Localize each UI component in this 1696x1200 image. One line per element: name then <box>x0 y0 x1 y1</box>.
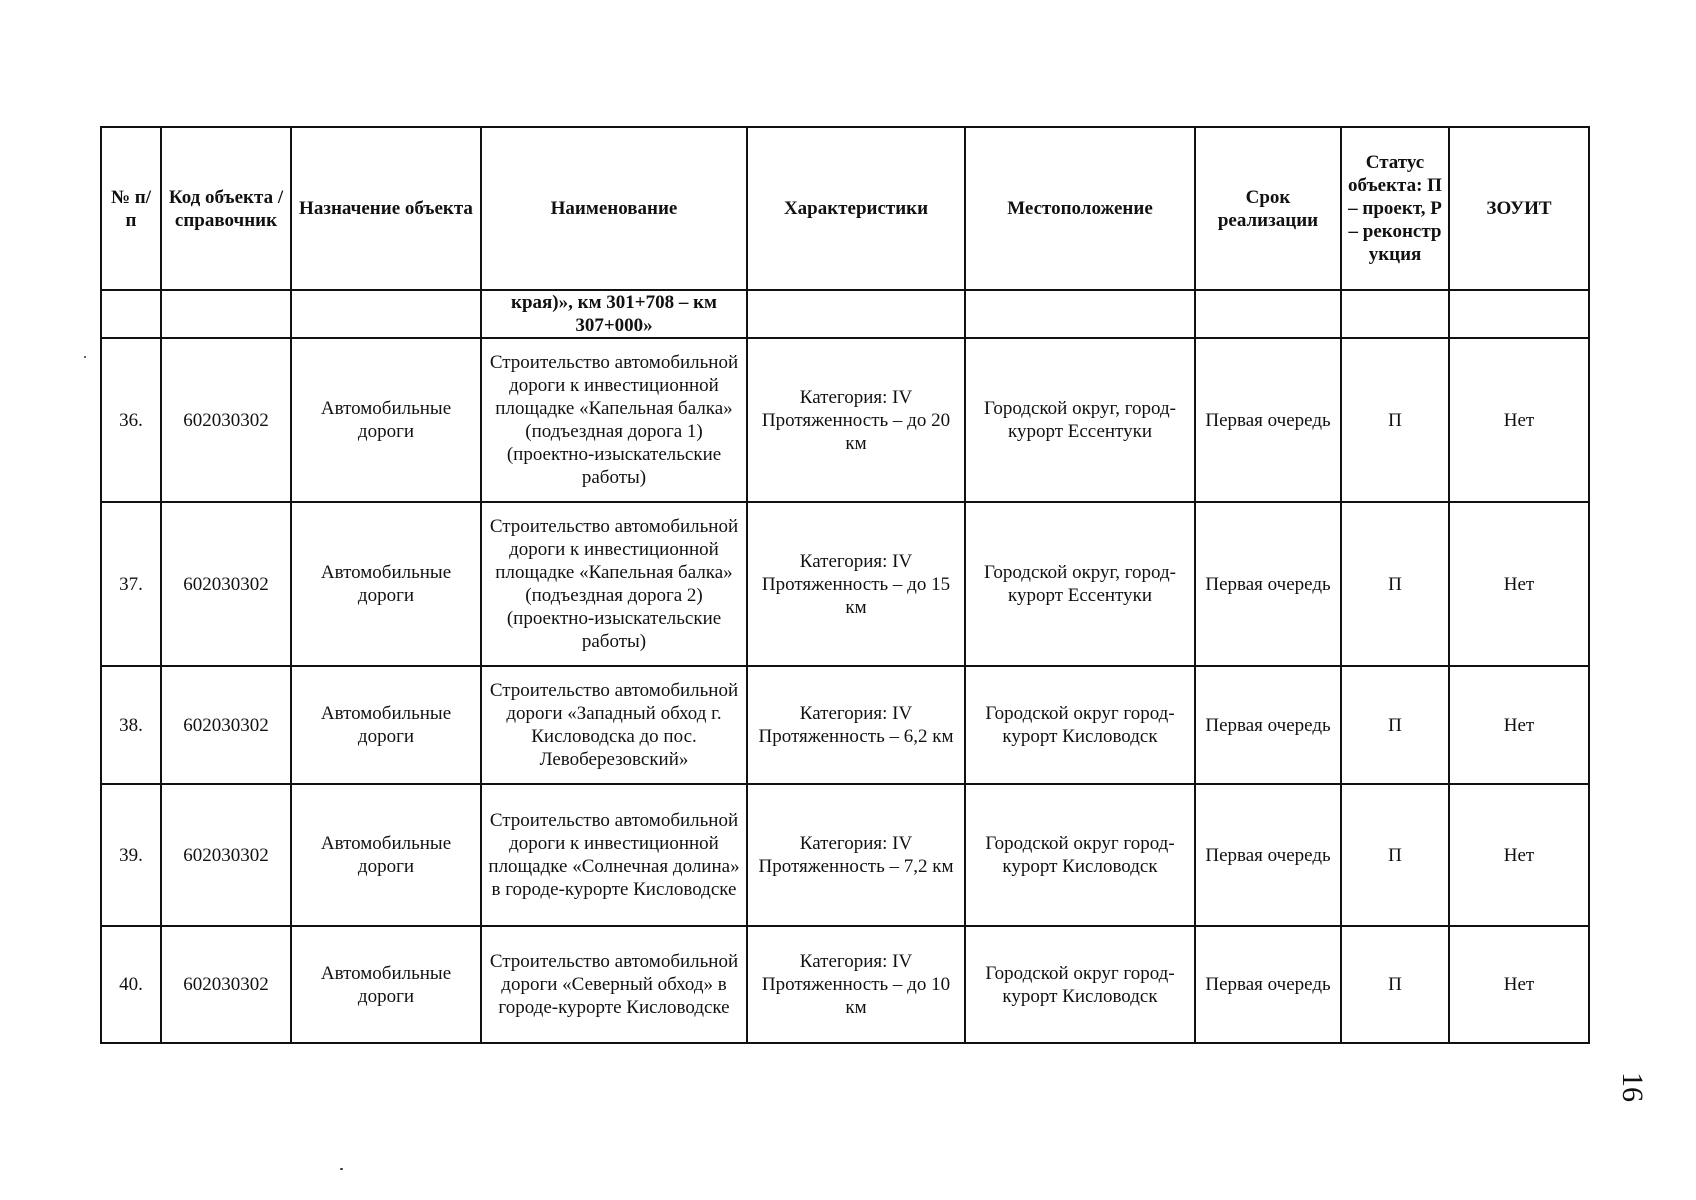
row-purpose: Автомобильные дороги <box>291 926 481 1043</box>
row-characteristics: Категория: IV Протяженность – 6,2 км <box>747 666 965 784</box>
table-row <box>101 338 1589 502</box>
row-characteristics: Категория: IV Протяженность – 7,2 км <box>747 784 965 926</box>
row-name: Строительство автомобильной дороги к инвестиционной площадке «Капельная балка» (подъездная дорога 1) (проектно-изыскательские работы) <box>481 338 747 502</box>
row-zouit: Нет <box>1449 502 1589 666</box>
row-purpose: Автомобильные дороги <box>291 338 481 502</box>
row-purpose: Автомобильные дороги <box>291 784 481 926</box>
header-row <box>101 127 1589 290</box>
page-number: 16 <box>1616 1072 1649 1102</box>
row-zouit: Нет <box>1449 784 1589 926</box>
row-characteristics: Категория: IV Протяженность – до 15 км <box>747 502 965 666</box>
row-location: Городской округ, город-курорт Ессентуки <box>965 338 1195 502</box>
row-code: 602030302 <box>161 784 291 926</box>
row-status: П <box>1341 338 1449 502</box>
row-num: 39. <box>101 784 161 926</box>
header-location: Местоположение <box>965 127 1195 290</box>
continuation-row <box>101 290 1589 338</box>
objects-table <box>100 126 1590 1044</box>
row-zouit: Нет <box>1449 666 1589 784</box>
row-name: Строительство автомобильной дороги «Западный обход г. Кисловодска до пос. Левоберезовский» <box>481 666 747 784</box>
table-cell <box>1195 290 1341 338</box>
table-cell <box>101 290 161 338</box>
header-status: Статус объекта: П – проект, Р – реконстр укция <box>1341 127 1449 290</box>
row-name: Строительство автомобильной дороги к инвестиционной площадке «Капельная балка» (подъездная дорога 2) (проектно-изыскательские работы) <box>481 502 747 666</box>
row-code: 602030302 <box>161 502 291 666</box>
row-term: Первая очередь <box>1195 784 1341 926</box>
row-term: Первая очередь <box>1195 666 1341 784</box>
table-cell <box>965 290 1195 338</box>
header-zouit: ЗОУИТ <box>1449 127 1589 290</box>
row-name: Строительство автомобильной дороги к инвестиционной площадке «Солнечная долина» в городе-курорте Кисловодске <box>481 784 747 926</box>
header-code: Код объекта / справочник <box>161 127 291 290</box>
table-cell <box>747 290 965 338</box>
row-term: Первая очередь <box>1195 926 1341 1043</box>
table-cell <box>1341 290 1449 338</box>
row-code: 602030302 <box>161 338 291 502</box>
row-location: Городской округ город-курорт Кисловодск <box>965 784 1195 926</box>
table-row <box>101 784 1589 926</box>
table-row <box>101 666 1589 784</box>
row-num: 36. <box>101 338 161 502</box>
table-cell <box>1449 290 1589 338</box>
table-cell <box>161 290 291 338</box>
row-num: 38. <box>101 666 161 784</box>
header-purpose: Назначение объекта <box>291 127 481 290</box>
row-location: Городской округ город-курорт Кисловодск <box>965 666 1195 784</box>
row-zouit: Нет <box>1449 338 1589 502</box>
row-purpose: Автомобильные дороги <box>291 666 481 784</box>
row-status: П <box>1341 784 1449 926</box>
row-term: Первая очередь <box>1195 502 1341 666</box>
scan-speck <box>84 356 86 358</box>
row-status: П <box>1341 502 1449 666</box>
table-row <box>101 926 1589 1043</box>
row-term: Первая очередь <box>1195 338 1341 502</box>
table-cell <box>291 290 481 338</box>
row-num: 40. <box>101 926 161 1043</box>
header-term: Срок реализации <box>1195 127 1341 290</box>
row-location: Городской округ город-курорт Кисловодск <box>965 926 1195 1043</box>
row-name: Строительство автомобильной дороги «Северный обход» в городе-курорте Кисловодске <box>481 926 747 1043</box>
header-num: № п/п <box>101 127 161 290</box>
row-code: 602030302 <box>161 926 291 1043</box>
row-code: 602030302 <box>161 666 291 784</box>
row-zouit: Нет <box>1449 926 1589 1043</box>
row-location: Городской округ, город-курорт Ессентуки <box>965 502 1195 666</box>
table-row <box>101 502 1589 666</box>
continuation-name-cell: края)», км 301+708 – км 307+000» <box>481 290 747 338</box>
row-status: П <box>1341 926 1449 1043</box>
row-status: П <box>1341 666 1449 784</box>
row-characteristics: Категория: IV Протяженность – до 20 км <box>747 338 965 502</box>
row-characteristics: Категория: IV Протяженность – до 10 км <box>747 926 965 1043</box>
header-characteristics: Характеристики <box>747 127 965 290</box>
header-name: Наименование <box>481 127 747 290</box>
row-num: 37. <box>101 502 161 666</box>
scan-speck <box>340 1168 343 1170</box>
row-purpose: Автомобильные дороги <box>291 502 481 666</box>
